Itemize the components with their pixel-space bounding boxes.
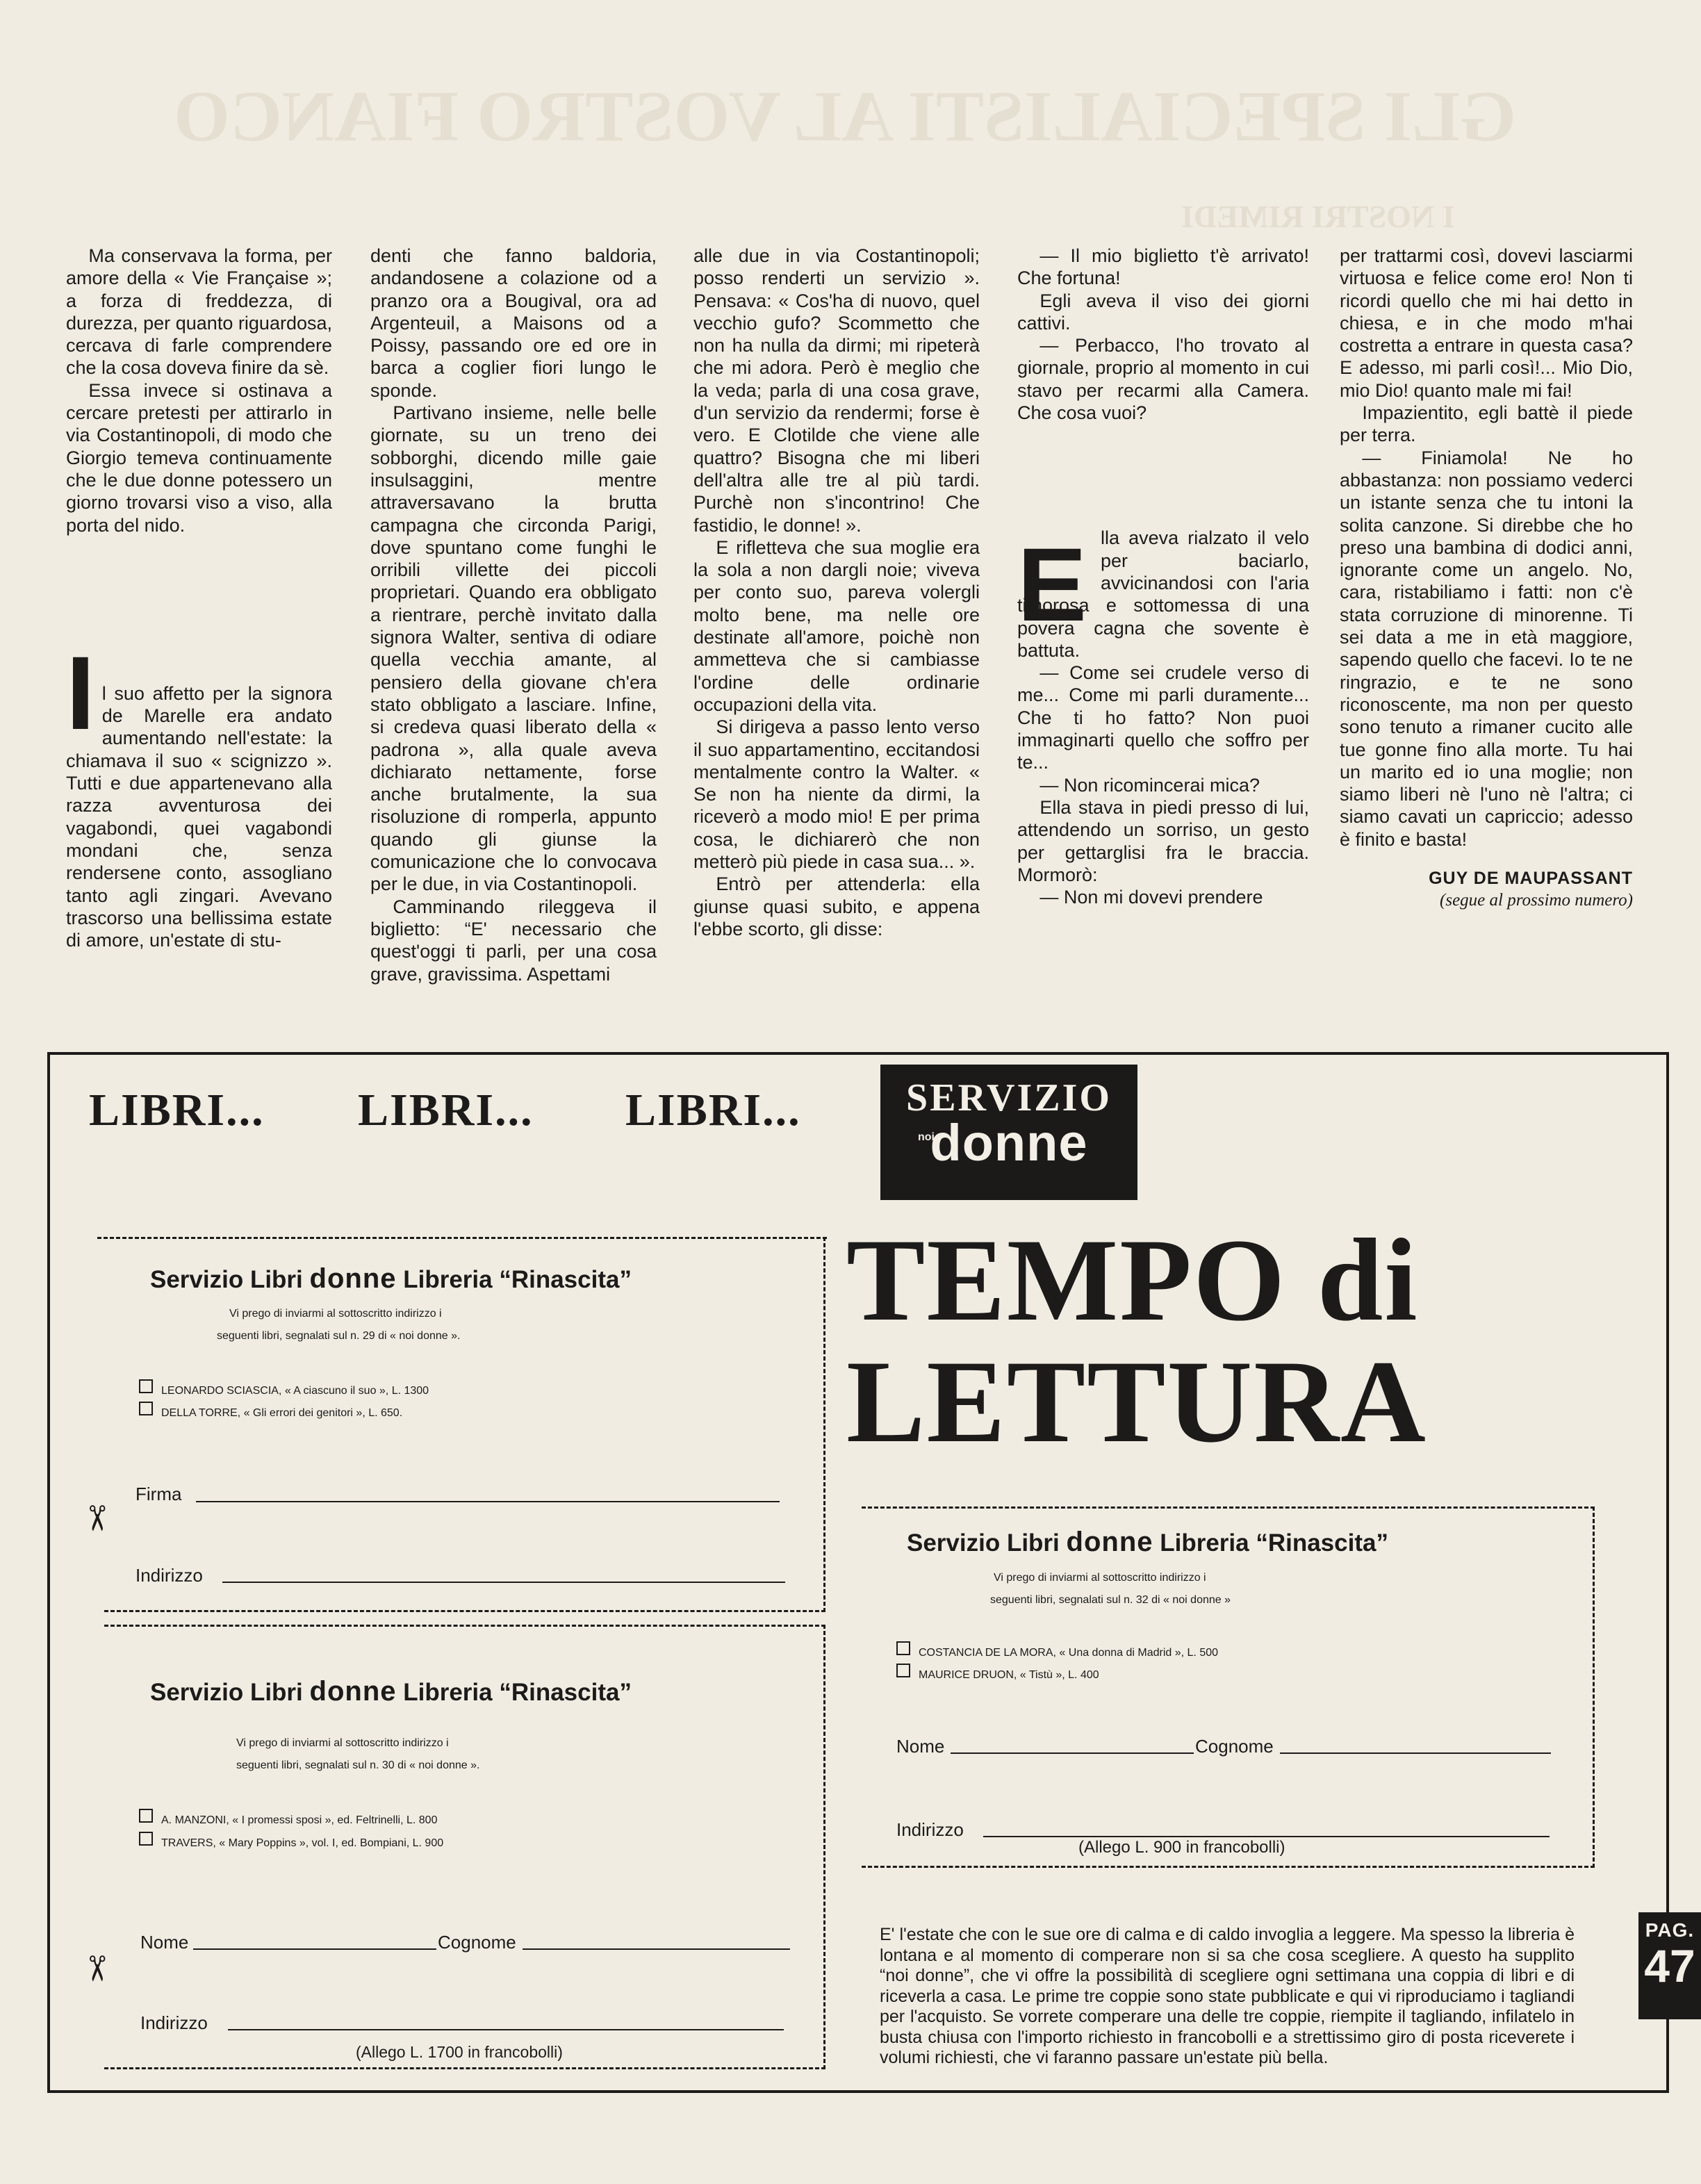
drop-cap: E bbox=[1017, 526, 1087, 643]
logo-servizio: SERVIZIO bbox=[906, 1076, 1112, 1119]
paragraph: — Il mio biglietto t'è arrivato! Che fortuna! bbox=[1017, 245, 1309, 289]
checkbox[interactable] bbox=[139, 1379, 153, 1393]
cognome-label: Cognome bbox=[1195, 1736, 1274, 1757]
paragraph: Egli aveva il viso dei giorni cattivi. bbox=[1017, 290, 1309, 334]
book-option[interactable]: A. MANZONI, « I promessi sposi », ed. Feltrinelli, L. 800 bbox=[139, 1809, 437, 1827]
coupon-text: seguenti libri, segnalati sul n. 29 di « noi donne ». bbox=[217, 1330, 461, 1342]
checkbox[interactable] bbox=[896, 1641, 910, 1655]
story-column-3 bbox=[693, 245, 980, 940]
nome-label: Nome bbox=[140, 1932, 189, 1953]
paragraph: Entrò per attenderla: ella giunse quasi subito, e appena l'ebbe scorto, gli disse: bbox=[693, 873, 980, 939]
book-option[interactable]: DELLA TORRE, « Gli errori dei genitori », L. 650. bbox=[139, 1402, 402, 1420]
libri-heading-3: LIBRI... bbox=[625, 1085, 801, 1135]
coupon-32[interactable] bbox=[862, 1506, 1595, 1868]
paragraph: Partivano insieme, nelle belle giornate, su un treno dei sobborghi, dicendo mille gaie insulsaggini, mentre attraversavano la brutta campagna che circonda Parigi, dove spuntano come funghi le orribili villette dei piccoli proprietari. Quando era obbligato a rientrare, perchè invitato dalla signora Walter, sentiva di odiare quella vecchia amante, al pensiero della giovane ch'era stato obbligato a lasciare. Infine, si credeva quasi liberato della « padrona », alla quale aveva dichiarato nettamente, forse anche brutalmente, la sua risoluzione di romperla, appunto quando gli giunse la comunicazione che lo convocava per le due, in via Costantinopoli. bbox=[370, 402, 657, 895]
logo-noi: noi bbox=[918, 1131, 935, 1143]
coupon-title: Servizio Libri donne Libreria “Rinascita” bbox=[150, 1263, 632, 1294]
indirizzo-field[interactable] bbox=[222, 1582, 785, 1583]
firma-field[interactable] bbox=[196, 1501, 780, 1502]
libri-heading-1: LIBRI... bbox=[89, 1085, 265, 1135]
checkbox[interactable] bbox=[139, 1832, 153, 1846]
checkbox[interactable] bbox=[896, 1664, 910, 1677]
coupon-title: Servizio Libri donne Libreria “Rinascita” bbox=[907, 1527, 1388, 1557]
book-option[interactable]: LEONARDO SCIASCIA, « A ciascuno il suo », L. 1300 bbox=[139, 1379, 429, 1397]
paragraph: denti che fanno baldoria, andandosene a colazione od a pranzo ora a Bougival, ora ad Argenteuil, a Maisons od a Poissy, passando ore ed ore in barca a coglier fiori lungo le sponde. bbox=[370, 245, 657, 401]
nome-field[interactable] bbox=[193, 1948, 436, 1950]
paragraph: Si dirigeva a passo lento verso il suo appartamentino, eccitandosi mentalmente contro la Walter. « Se non ha niente da dirmi, la riceverò a modo mio! E per prima cosa, le dichiarerò che non metterò più piede in casa sua... ». bbox=[693, 716, 980, 873]
author-signature: GUY DE MAUPASSANT bbox=[1429, 869, 1633, 889]
drop-cap: I bbox=[66, 634, 95, 751]
show-through-headline: GLI SPECIALISTI AL VOSTRO FIANCO bbox=[174, 76, 1517, 156]
coupon-text: seguenti libri, segnalati sul n. 32 di « noi donne » bbox=[990, 1594, 1231, 1606]
paragraph: Impazientito, egli battè il piede per terra. bbox=[1340, 402, 1633, 446]
cognome-label: Cognome bbox=[438, 1932, 516, 1953]
page-label: PAG. bbox=[1645, 1919, 1695, 1941]
paragraph: per trattarmi così, dovevi lasciarmi virtuosa e felice come ero! Non ti ricordi quello che mi hai detto in chiesa, e in che modo m'hai costretta a entrare in questa casa? E adesso, mi parli così!... Mio Dio, mio Dio! quanto male mi fai! bbox=[1340, 245, 1633, 401]
cognome-field[interactable] bbox=[1280, 1752, 1551, 1754]
coupon-text: Vi prego di inviarmi al sottoscritto indirizzo i bbox=[229, 1308, 442, 1320]
paragraph: lla aveva rialzato il velo per baciarlo, avvicinandosi con l'aria timorosa e sottomessa di una povera cagna che sovente è battuta. bbox=[1017, 527, 1309, 661]
story-column-4 bbox=[1017, 245, 1309, 908]
paragraph: E rifletteva che sua moglie era la sola a non dargli noie; viveva per conto suo, pareva volergli molto bene, ma nelle ore destinate all'amore, poichè non ammetteva che si cambiasse l'ordine delle ordinarie occupazioni della vita. bbox=[693, 536, 980, 715]
paragraph: Camminando rileggeva il biglietto: “E' necessario che quest'oggi ti parli, per una cosa grave, gravissima. Aspettami bbox=[370, 896, 657, 985]
checkbox[interactable] bbox=[139, 1402, 153, 1415]
ad-description: E' l'estate che con le sue ore di calma e di caldo invoglia a leggere. Ma spesso la libreria è lontana e al momento di comperare non si sa che cosa scegliere. A questo ha supplito “noi donne”, che vi offre la possibilità di scegliere ogni settimana una coppia di libri e di riceverla a casa. Le prime tre coppie sono state pubblicate e qui vi riproduciamo i tagliandi per l'acquisto. Se vorrete comperare una delle tre coppie, riempite il tagliando, infilatelo in busta chiusa con l'importo richiesto in francobolli e a strettissimo giro di posta riceverete i volumi richiesti, che vi faranno passare un'estate più bella. bbox=[880, 1925, 1575, 2067]
paragraph: — Finiamola! Ne ho abbastanza: non possiamo vederci un istante senza che tu intoni la solita canzone. Si direbbe che ho preso una bambina di dodici anni, ignorante come un angelo. No, cara, ristabiliamo i fatti: non c'è stata corruzione di minorenne. Ti sei data a me in età maggiore, sapendo quello che facevi. Io te ne ringrazio, e te ne sono riconoscente, ma non per questo sono tenuto a rimaner cucito alle tue gonne fino alla morte. Tu hai un marito ed io una moglie; non siamo liberi nè l'uno nè l'altra; ci siamo cavati un capriccio; adesso è finito e basta! bbox=[1340, 447, 1633, 850]
paragraph: — Non mi dovevi prendere bbox=[1040, 887, 1263, 908]
allego-note: (Allego L. 900 in francobolli) bbox=[1078, 1838, 1285, 1857]
story-column-1 bbox=[66, 245, 332, 951]
story-column-2 bbox=[370, 245, 657, 985]
logo-donne: donne bbox=[930, 1114, 1088, 1172]
book-option[interactable]: COSTANCIA DE LA MORA, « Una donna di Madrid », L. 500 bbox=[896, 1641, 1218, 1659]
paragraph: — Non ricomincerai mica? bbox=[1040, 774, 1260, 796]
coupon-text: seguenti libri, segnalati sul n. 30 di « noi donne ». bbox=[236, 1759, 480, 1771]
coupon-text: Vi prego di inviarmi al sottoscritto indirizzo i bbox=[236, 1737, 449, 1749]
coupon-text: Vi prego di inviarmi al sottoscritto indirizzo i bbox=[994, 1572, 1206, 1584]
show-through-subhead: I NOSTRI RIMEDI bbox=[1181, 199, 1455, 234]
servizio-donne-logo bbox=[880, 1065, 1137, 1200]
coupon-title: Servizio Libri donne Libreria “Rinascita” bbox=[150, 1676, 632, 1707]
nome-field[interactable] bbox=[951, 1752, 1194, 1754]
paragraph: Essa invece si ostinava a cercare pretesti per attirarlo in via Costantinopoli, di modo che Giorgio temeva continuamente che le due donne potessero un giorno trovarsi viso a viso, alla porta del nido. bbox=[66, 379, 332, 536]
book-option[interactable]: MAURICE DRUON, « Tistù », L. 400 bbox=[896, 1664, 1099, 1682]
paragraph: Ella stava in piedi presso di lui, attendendo un sorriso, un gesto per gettarglisi fra le braccia. Mormorò: bbox=[1017, 796, 1309, 885]
cognome-field[interactable] bbox=[523, 1948, 790, 1950]
page-number-tab bbox=[1638, 1912, 1701, 2019]
paragraph: Il suo affetto per la signora de Marelle era andato aumentando nell'estate: la chiamava il suo « scignizzo ». Tutti e due appartenevano alla razza avventurosa dei vagabondi, quei vagabondi mondani che, senza rendersene conto, assogliano tanto agli zingari. Avevano trascorso una bellissima estate di amore, un'estate di stu- bbox=[66, 634, 332, 951]
indirizzo-label: Indirizzo bbox=[140, 2012, 208, 2033]
libri-heading-2: LIBRI... bbox=[358, 1085, 534, 1135]
firma-label: Firma bbox=[135, 1484, 182, 1504]
paragraph: — Perbacco, l'ho trovato al giornale, proprio al momento in cui stavo per recarmi alla Camera. Che cosa vuoi? bbox=[1017, 335, 1309, 424]
indirizzo-field[interactable] bbox=[983, 1836, 1550, 1837]
tempo-di-lettura-title: TEMPO di LETTURA bbox=[846, 1215, 1427, 1467]
allego-note: (Allego L. 1700 in francobolli) bbox=[356, 2043, 563, 2061]
paragraph: Ma conservava la forma, per amore della « Vie Française »; a forza di freddezza, di durezza, per quanto riguardosa, cercava di farle comprendere che la cosa doveva finire da sè. bbox=[66, 245, 332, 379]
continued-note: (segue al prossimo numero) bbox=[1440, 891, 1633, 910]
nome-label: Nome bbox=[896, 1736, 945, 1757]
scissors-icon: ✂ bbox=[76, 1954, 116, 1983]
indirizzo-label: Indirizzo bbox=[896, 1819, 964, 1840]
indirizzo-field[interactable] bbox=[228, 2029, 784, 2030]
page-number: 47 bbox=[1644, 1940, 1695, 1992]
book-option[interactable]: TRAVERS, « Mary Poppins », vol. I, ed. Bompiani, L. 900 bbox=[139, 1832, 443, 1850]
scissors-icon: ✂ bbox=[76, 1504, 116, 1533]
indirizzo-label: Indirizzo bbox=[135, 1565, 203, 1586]
paragraph: alle due in via Costantinopoli; posso renderti un servizio ». Pensava: « Cos'ha di nuovo, quel vecchio gufo? Scommetto che non ha nulla da dirmi; mi ripeterà che mi adora. Però è meglio che la veda; parla di una cosa grave, d'un servizio da rendermi; forse è vero. E Clotilde che viene alle quattro? Bisogna che mi liberi dell'altra alle tre al più tardi. Purchè non s'incontrino! Che fastidio, le donne! ». bbox=[693, 245, 980, 536]
story-column-5 bbox=[1340, 245, 1633, 912]
checkbox[interactable] bbox=[139, 1809, 153, 1823]
paragraph: — Come sei crudele verso di me... Come mi parli duramente... Che ti ho fatto? Non puoi immaginarti quello che soffro per te... bbox=[1017, 662, 1309, 773]
